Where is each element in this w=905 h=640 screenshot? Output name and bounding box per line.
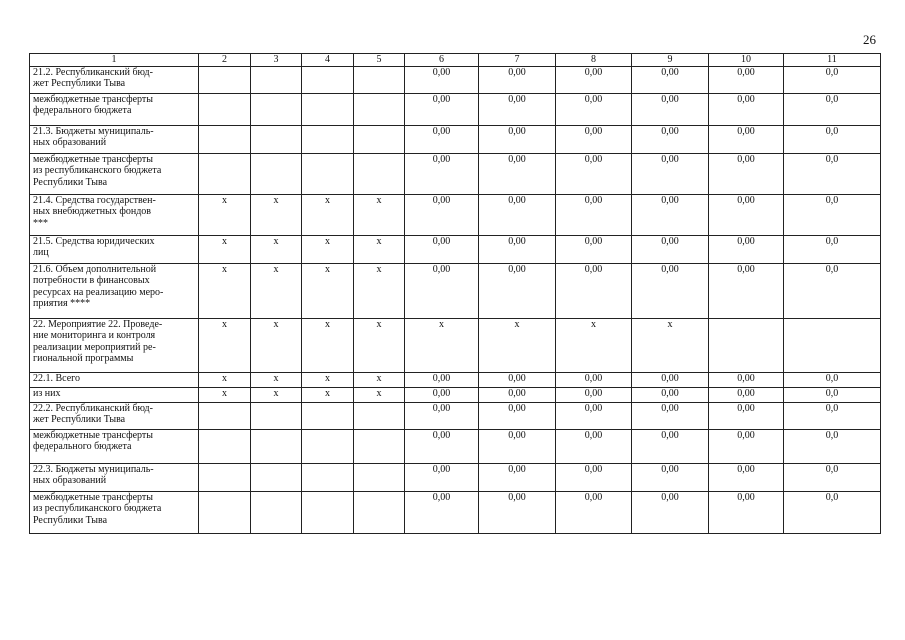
value-cell: 0,00: [405, 153, 479, 194]
value-cell: 0,00: [405, 387, 479, 402]
value-cell: 0,00: [556, 125, 632, 153]
value-cell: [251, 66, 302, 93]
row-label-cell: 21.5. Средства юридических лиц: [30, 235, 199, 263]
row-label-cell: 22.3. Бюджеты муниципаль- ных образований: [30, 463, 199, 491]
value-cell: x: [199, 235, 251, 263]
value-cell: 0,00: [479, 429, 556, 463]
value-cell: 0,00: [405, 372, 479, 387]
value-cell: x: [302, 235, 354, 263]
column-header: 2: [199, 54, 251, 67]
value-cell: [199, 153, 251, 194]
value-cell: [354, 402, 405, 429]
value-cell: 0,00: [632, 372, 709, 387]
value-cell: x: [251, 194, 302, 235]
value-cell: 0,00: [479, 372, 556, 387]
row-label-cell: 21.3. Бюджеты муниципаль- ных образований: [30, 125, 199, 153]
value-cell: 0,00: [709, 93, 784, 125]
value-cell: 0,00: [405, 263, 479, 318]
value-cell: 0,00: [632, 194, 709, 235]
value-cell: [199, 491, 251, 533]
value-cell: 0,00: [709, 463, 784, 491]
value-cell: 0,00: [632, 93, 709, 125]
value-cell: 0,00: [405, 491, 479, 533]
value-cell: [199, 66, 251, 93]
value-cell: 0,00: [632, 235, 709, 263]
value-cell: 0,00: [556, 235, 632, 263]
value-cell: x: [251, 235, 302, 263]
value-cell: x: [302, 387, 354, 402]
value-cell: 0,00: [479, 402, 556, 429]
value-cell: x: [251, 263, 302, 318]
value-cell: x: [405, 318, 479, 372]
value-cell: x: [354, 387, 405, 402]
table-row: [30, 125, 881, 153]
value-cell: x: [354, 372, 405, 387]
value-cell: x: [251, 318, 302, 372]
value-cell: 0,00: [709, 491, 784, 533]
value-cell: 0,00: [556, 491, 632, 533]
table-row: [30, 463, 881, 491]
value-cell: 0,00: [479, 194, 556, 235]
table-row: [30, 93, 881, 125]
value-cell: 0,00: [405, 402, 479, 429]
value-cell: x: [199, 387, 251, 402]
value-cell: [784, 318, 881, 372]
value-cell: x: [251, 387, 302, 402]
value-cell: [302, 66, 354, 93]
value-cell: [354, 153, 405, 194]
row-label-cell: межбюджетные трансферты из республиканского бюджета Республики Тыва: [30, 153, 199, 194]
table-row: [30, 402, 881, 429]
value-cell: [709, 318, 784, 372]
row-label-cell: межбюджетные трансферты федерального бюджета: [30, 429, 199, 463]
row-label-cell: 21.4. Средства государствен- ных внебюджетных фондов ***: [30, 194, 199, 235]
value-cell: [354, 463, 405, 491]
value-cell: 0,00: [709, 372, 784, 387]
value-cell: 0,00: [556, 387, 632, 402]
value-cell: [302, 429, 354, 463]
value-cell: 0,00: [709, 402, 784, 429]
value-cell: [302, 402, 354, 429]
value-cell: 0,0: [784, 429, 881, 463]
page-number: 26: [863, 32, 876, 47]
value-cell: 0,00: [479, 66, 556, 93]
column-header: 1: [30, 54, 199, 67]
value-cell: 0,0: [784, 194, 881, 235]
value-cell: 0,00: [479, 491, 556, 533]
budget-table: [29, 53, 881, 534]
value-cell: [199, 125, 251, 153]
value-cell: x: [199, 372, 251, 387]
value-cell: x: [199, 194, 251, 235]
value-cell: 0,00: [479, 463, 556, 491]
value-cell: 0,00: [632, 491, 709, 533]
value-cell: 0,00: [479, 263, 556, 318]
value-cell: 0,0: [784, 235, 881, 263]
value-cell: 0,00: [709, 194, 784, 235]
column-header: 5: [354, 54, 405, 67]
value-cell: 0,00: [556, 263, 632, 318]
value-cell: 0,00: [405, 93, 479, 125]
value-cell: [251, 125, 302, 153]
value-cell: [354, 491, 405, 533]
value-cell: 0,00: [479, 235, 556, 263]
value-cell: x: [354, 318, 405, 372]
row-label-cell: 22.2. Республиканский бюд- жет Республики Тыва: [30, 402, 199, 429]
value-cell: [354, 125, 405, 153]
value-cell: 0,00: [709, 387, 784, 402]
value-cell: 0,0: [784, 402, 881, 429]
value-cell: 0,0: [784, 153, 881, 194]
value-cell: x: [354, 235, 405, 263]
value-cell: [354, 66, 405, 93]
column-header: 8: [556, 54, 632, 67]
value-cell: 0,00: [709, 429, 784, 463]
value-cell: x: [354, 263, 405, 318]
value-cell: 0,0: [784, 387, 881, 402]
value-cell: x: [199, 263, 251, 318]
value-cell: 0,00: [479, 125, 556, 153]
value-cell: x: [251, 372, 302, 387]
value-cell: 0,00: [556, 372, 632, 387]
value-cell: x: [302, 263, 354, 318]
value-cell: [302, 93, 354, 125]
value-cell: 0,00: [405, 235, 479, 263]
value-cell: 0,00: [556, 93, 632, 125]
value-cell: 0,0: [784, 125, 881, 153]
column-header: 10: [709, 54, 784, 67]
value-cell: 0,00: [632, 125, 709, 153]
value-cell: 0,0: [784, 93, 881, 125]
value-cell: [199, 463, 251, 491]
table-row: [30, 153, 881, 194]
value-cell: [251, 429, 302, 463]
row-label-cell: 21.6. Объем дополнительной потребности в финансовых ресурсах на реализацию меро- приятия ****: [30, 263, 199, 318]
table-row: [30, 491, 881, 533]
value-cell: x: [354, 194, 405, 235]
row-label-cell: межбюджетные трансферты федерального бюджета: [30, 93, 199, 125]
value-cell: x: [302, 194, 354, 235]
column-header: 7: [479, 54, 556, 67]
value-cell: 0,00: [556, 402, 632, 429]
table-row: [30, 263, 881, 318]
column-header: 4: [302, 54, 354, 67]
value-cell: [199, 402, 251, 429]
value-cell: [302, 153, 354, 194]
table-row: [30, 429, 881, 463]
value-cell: [354, 93, 405, 125]
value-cell: [251, 463, 302, 491]
value-cell: 0,00: [709, 235, 784, 263]
value-cell: x: [632, 318, 709, 372]
value-cell: 0,00: [709, 66, 784, 93]
value-cell: 0,00: [405, 194, 479, 235]
value-cell: [251, 491, 302, 533]
column-header: 9: [632, 54, 709, 67]
value-cell: [302, 125, 354, 153]
value-cell: 0,00: [632, 263, 709, 318]
column-header: 3: [251, 54, 302, 67]
table-row: [30, 318, 881, 372]
value-cell: [251, 402, 302, 429]
value-cell: [199, 93, 251, 125]
column-header: 11: [784, 54, 881, 67]
value-cell: 0,00: [556, 463, 632, 491]
value-cell: 0,0: [784, 66, 881, 93]
value-cell: 0,0: [784, 263, 881, 318]
row-label-cell: 22.1. Всего: [30, 372, 199, 387]
value-cell: [251, 153, 302, 194]
value-cell: 0,00: [405, 125, 479, 153]
value-cell: 0,0: [784, 372, 881, 387]
value-cell: 0,00: [556, 429, 632, 463]
value-cell: [302, 491, 354, 533]
value-cell: x: [556, 318, 632, 372]
value-cell: [302, 463, 354, 491]
value-cell: x: [479, 318, 556, 372]
value-cell: 0,00: [556, 153, 632, 194]
value-cell: 0,00: [479, 153, 556, 194]
table-row: [30, 66, 881, 93]
table-row: [30, 194, 881, 235]
row-label-cell: из них: [30, 387, 199, 402]
value-cell: [354, 429, 405, 463]
value-cell: 0,00: [479, 387, 556, 402]
value-cell: 0,00: [632, 402, 709, 429]
value-cell: 0,00: [632, 66, 709, 93]
row-label-cell: 21.2. Республиканский бюд- жет Республики Тыва: [30, 66, 199, 93]
value-cell: 0,0: [784, 463, 881, 491]
value-cell: [199, 429, 251, 463]
row-label-cell: межбюджетные трансферты из республиканского бюджета Республики Тыва: [30, 491, 199, 533]
table-row: [30, 235, 881, 263]
value-cell: 0,00: [709, 125, 784, 153]
table-row: [30, 372, 881, 387]
table-row: [30, 387, 881, 402]
table-header-row: [30, 54, 881, 67]
value-cell: x: [302, 318, 354, 372]
value-cell: 0,00: [405, 66, 479, 93]
value-cell: 0,00: [709, 153, 784, 194]
value-cell: 0,00: [632, 463, 709, 491]
value-cell: 0,00: [479, 93, 556, 125]
value-cell: 0,00: [556, 66, 632, 93]
value-cell: x: [302, 372, 354, 387]
value-cell: 0,00: [709, 263, 784, 318]
value-cell: 0,00: [632, 387, 709, 402]
row-label-cell: 22. Мероприятие 22. Проведе- ние мониторинга и контроля реализации мероприятий ре- гиональной программы: [30, 318, 199, 372]
column-header: 6: [405, 54, 479, 67]
value-cell: 0,0: [784, 491, 881, 533]
value-cell: x: [199, 318, 251, 372]
value-cell: 0,00: [632, 429, 709, 463]
value-cell: 0,00: [405, 429, 479, 463]
value-cell: [251, 93, 302, 125]
value-cell: 0,00: [632, 153, 709, 194]
value-cell: 0,00: [556, 194, 632, 235]
value-cell: 0,00: [405, 463, 479, 491]
